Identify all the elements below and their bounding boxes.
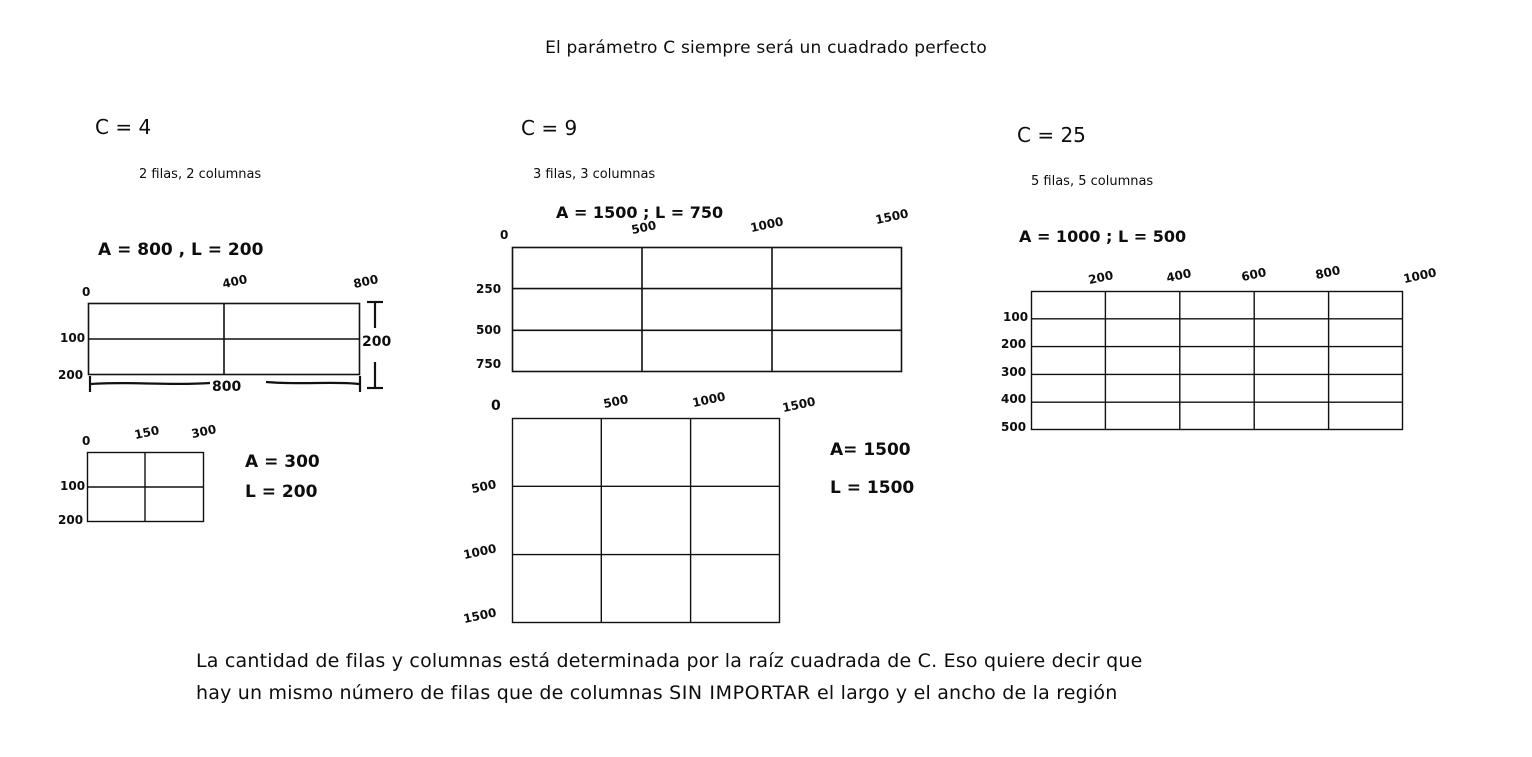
ytick-c9-ex1-2: 500 [476,323,502,337]
ytick-c4-ex1-1: 100 [60,331,86,345]
ytick-c9-ex2-1: 500 [470,477,498,496]
section-label-c9: C = 9 [521,116,578,140]
ytick-c4-ex2-2: 200 [58,513,84,527]
ytick-c4-ex2-1: 100 [60,479,86,493]
xtick-c25-ex1-4: 800 [1314,263,1342,282]
ytick-c9-ex2-2: 1000 [462,541,498,562]
grid-c25-ex1 [1031,291,1403,430]
xtick-c9-ex1-2: 1000 [749,214,785,235]
caption-line-1: La cantidad de filas y columnas está determinada por la raíz cuadrada de C. Eso quiere decir que [196,650,1143,672]
caption-line-2c: el largo y el ancho de la región [810,682,1118,704]
xtick-c9-ex1-3: 1500 [874,206,910,227]
ytick-c25-ex1-4: 400 [1001,392,1027,406]
xtick-c9-ex2-2: 1000 [691,389,727,410]
xtick-c4-ex2-0: 0 [82,434,91,448]
dims-label-c25-ex1: A = 1000 ; L = 500 [1019,227,1187,246]
dims-label-c9-ex1: A = 1500 ; L = 750 [556,203,724,222]
xtick-c4-ex1-0: 0 [82,285,91,299]
page-title: El parámetro C siempre será un cuadrado perfecto [545,38,987,58]
grid-c9-ex1 [512,247,902,372]
dims-label-c4-ex1: A = 800 , L = 200 [98,240,264,260]
l-label-c9-ex2: L = 1500 [830,478,915,498]
ytick-c9-ex2-3: 1500 [462,605,498,626]
ytick-c25-ex1-1: 100 [1003,310,1029,324]
xtick-c25-ex1-5: 1000 [1402,265,1438,286]
xtick-c4-ex2-1: 150 [133,423,161,442]
ytick-c25-ex1-3: 300 [1001,365,1027,379]
xtick-c25-ex1-1: 200 [1087,268,1115,287]
l-label-c4-ex2: L = 200 [245,482,318,502]
xtick-c9-ex2-3: 1500 [781,394,817,415]
section-label-c4: C = 4 [95,115,152,139]
caption-line-2a: hay un mismo número de filas que de columnas [196,682,670,704]
xtick-c4-ex1-1: 400 [221,272,249,291]
ytick-c25-ex1-5: 500 [1001,420,1027,434]
xtick-c9-ex2-0: 0 [491,398,501,414]
grid-c4-ex2 [87,452,204,522]
caption-emphasis: SIN IMPORTAR [669,682,811,704]
xtick-c9-ex2-1: 500 [602,392,630,411]
xtick-c9-ex1-1: 500 [630,218,658,237]
xtick-c4-ex1-2: 800 [352,272,380,291]
xtick-c4-ex2-2: 300 [190,422,218,441]
ytick-c25-ex1-2: 200 [1001,337,1027,351]
width-annotation-c4-ex1: 800 [212,379,242,395]
section-label-c25: C = 25 [1017,123,1086,147]
rows-cols-label-c9: 3 filas, 3 columnas [533,167,656,182]
ytick-c9-ex1-3: 750 [476,357,502,371]
caption [196,645,1376,709]
rows-cols-label-c25: 5 filas, 5 columnas [1031,174,1154,189]
xtick-c25-ex1-3: 600 [1240,265,1268,284]
rows-cols-label-c4: 2 filas, 2 columnas [139,167,262,182]
xtick-c25-ex1-2: 400 [1165,266,1193,285]
ytick-c9-ex1-1: 250 [476,282,502,296]
ytick-c4-ex1-2: 200 [58,368,84,382]
xtick-c9-ex1-0: 0 [500,228,509,242]
grid-c4-ex1 [88,303,360,375]
caption-line-2 [196,677,1376,709]
a-label-c9-ex2: A= 1500 [830,440,911,460]
a-label-c4-ex2: A = 300 [245,452,320,472]
height-annotation-c4-ex1: 200 [362,334,392,350]
grid-c9-ex2 [512,418,780,623]
